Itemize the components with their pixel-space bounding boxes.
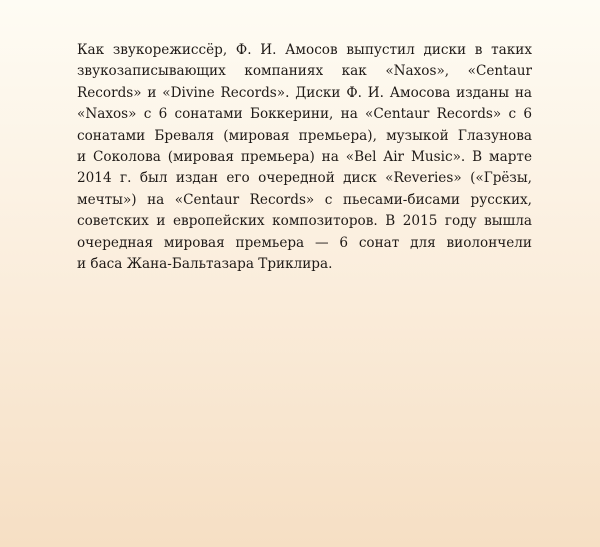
paragraph-line-9: советских и европейских композиторов. В 2015 году вышла [77, 213, 532, 230]
paragraph-line-7: 2014 г. был издан его очередной диск «Reveries» («Грёзы, [77, 170, 532, 187]
paragraph-line-6: и Соколова (мировая премьера) на «Bel Air Music». В марте [77, 149, 532, 166]
paragraph-line-3: Records» и «Divine Records». Диски Ф. И. Амосова изданы на [77, 84, 532, 101]
paragraph-line-4: «Naxos» с 6 сонатами Боккерини, на «Centaur Records» с 6 [77, 106, 532, 123]
paragraph-line-8: мечты») на «Centaur Records» с пьесами-бисами русских, [77, 191, 532, 208]
paragraph-line-1: Как звукорежиссёр, Ф. И. Амосов выпустил диски в таких [77, 42, 532, 58]
paragraph-line-5: сонатами Бреваля (мировая премьера), музыкой Глазунова [77, 127, 532, 144]
biography-paragraph [77, 40, 532, 275]
paragraph-line-11: и баса Жана-Бальтазара Триклира. [77, 256, 333, 273]
paragraph-line-10: очередная мировая премьера — 6 сонат для виолончели [77, 234, 532, 251]
paragraph-line-2: звукозаписывающих компаниях как «Naxos», «Centaur [77, 63, 532, 80]
